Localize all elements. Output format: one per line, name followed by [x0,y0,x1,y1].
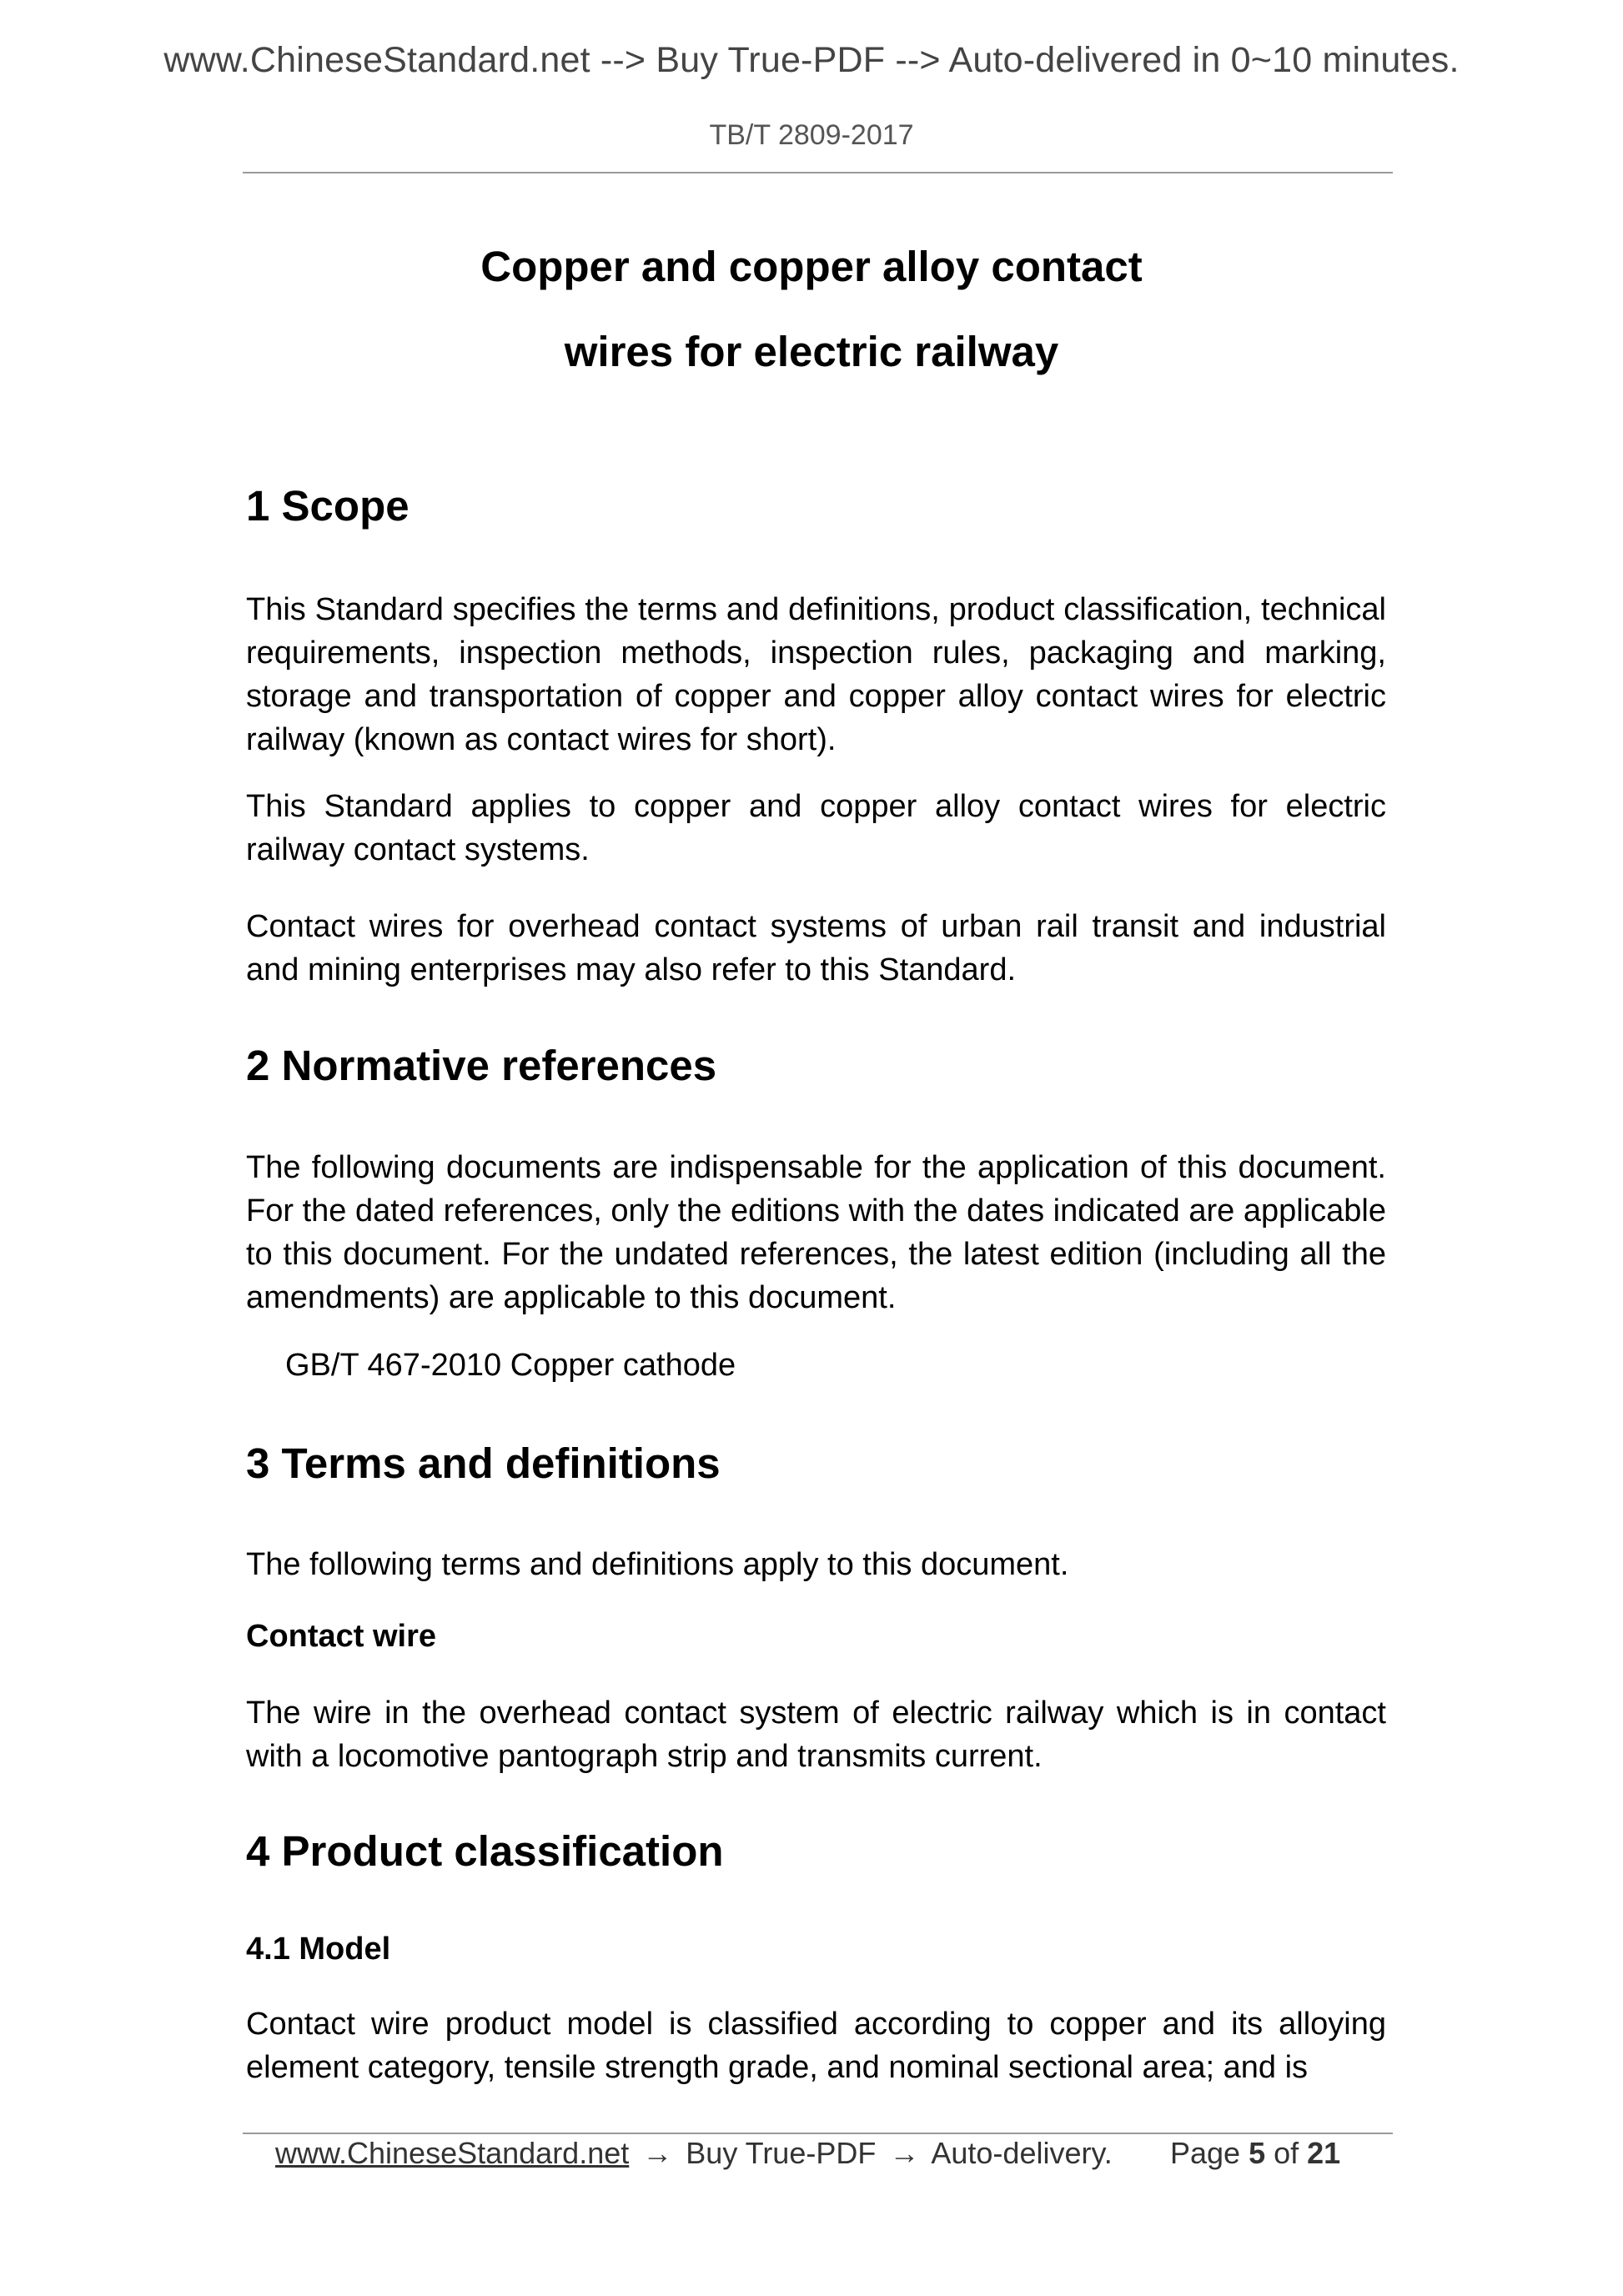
site-banner: www.ChineseStandard.net --> Buy True-PDF --> Auto-delivered in 0~10 minutes. [163,40,1460,80]
term-definition: The wire in the overhead contact system of electric railway which is in contact with a locomotive pantograph strip and transmits current. [246,1696,1386,1774]
footer-divider [243,2133,1393,2134]
page-indicator [1170,2136,1349,2171]
subsection-heading-model: 4.1 Model [246,1932,391,1967]
normative-paragraph: The following documents are indispensable for the application of this document. For the dated references, only the editions with the dates indicated are applicable to this document. For the undated references, the latest edition (including all the amendments) are applicable to this document. [246,1150,1386,1315]
footer-buy-text: Buy True-PDF [686,2136,877,2170]
header-divider [243,172,1393,173]
arrow-right-icon: → [642,2136,673,2170]
scope-paragraph-3: Contact wires for overhead contact systems of urban rail transit and industrial and mining enterprises may also refer to this Standard. [246,909,1386,987]
section-heading-normative-references: 2 Normative references [246,1042,717,1089]
document-title-line-2: wires for electric railway [564,328,1059,375]
page-number: 5 [1249,2136,1266,2170]
page-total: 21 [1307,2136,1341,2170]
footer-site-link[interactable]: www.ChineseStandard.net [275,2136,630,2170]
page-footer [275,2136,1359,2171]
section-heading-terms: 3 Terms and definitions [246,1439,721,1487]
footer-delivery-text: Auto-delivery. [931,2136,1113,2170]
standard-code: TB/T 2809-2017 [709,119,914,151]
scope-paragraph-1: This Standard specifies the terms and definitions, product classification, technical requirements, inspection methods, inspection rules, packaging and marking, storage and transportation of copper and copper alloy contact wires for electric railway (known as contact wires for short). [246,592,1386,757]
section-heading-scope: 1 Scope [246,482,410,530]
page-of-label: of [1274,2136,1299,2170]
model-paragraph: Contact wire product model is classified according to copper and its alloying element category, tensile strength grade, and nominal sectional area; and is [246,2007,1386,2085]
terms-intro-paragraph: The following terms and definitions apply to this document. [246,1547,1069,1582]
arrow-right-icon: → [889,2136,920,2170]
page-label: Page [1170,2136,1241,2170]
document-title-line-1: Copper and copper alloy contact [480,243,1143,290]
term-contact-wire: Contact wire [246,1619,437,1654]
scope-paragraph-2: This Standard applies to copper and copper alloy contact wires for electric railway contact systems. [246,789,1386,867]
section-heading-product-classification: 4 Product classification [246,1827,724,1875]
normative-reference-item: GB/T 467-2010 Copper cathode [285,1348,736,1383]
